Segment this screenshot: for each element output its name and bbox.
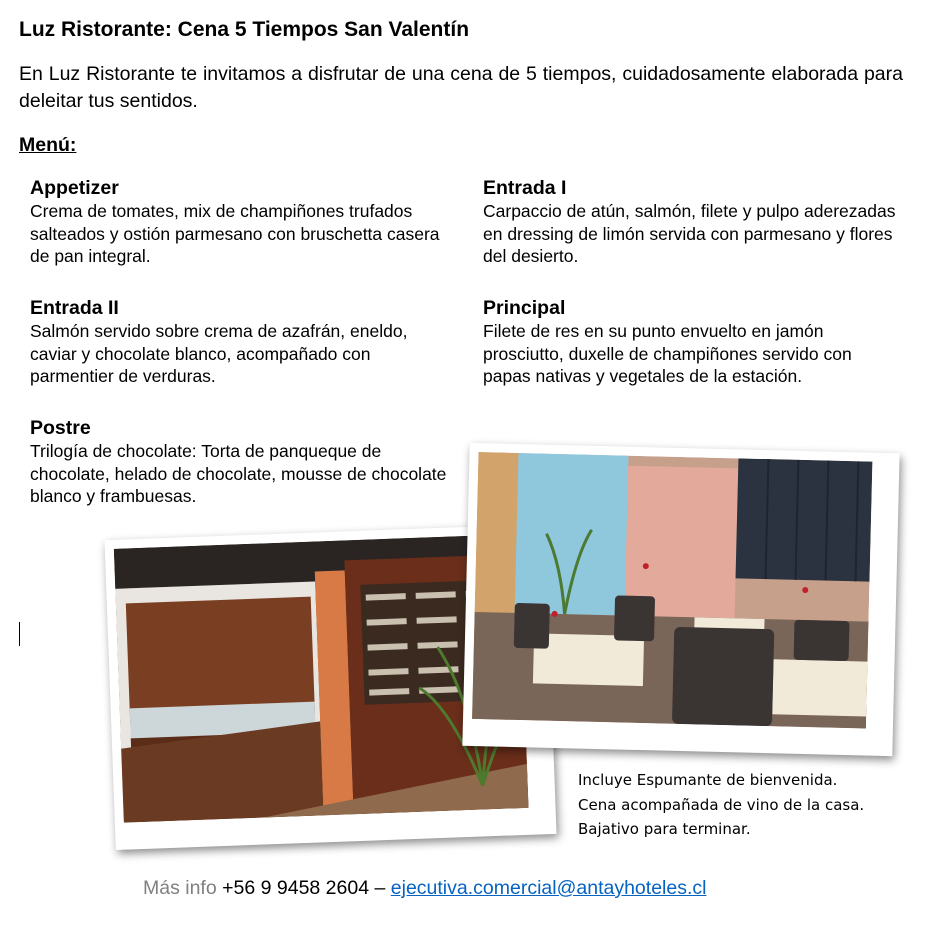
course-principal (483, 296, 903, 388)
includes-line: Cena acompañada de vino de la casa. (578, 795, 865, 814)
course-entrada-2 (30, 296, 450, 388)
intro-paragraph: En Luz Ristorante te invitamos a disfrutar de una cena de 5 tiempos, cuidadosamente elaborada para deleitar tus sentidos. (19, 63, 903, 112)
course-description: Filete de res en su punto envuelto en jamón prosciutto, duxelle de champiñones servido con papas nativas y vegetales de la estación. (483, 321, 852, 386)
course-name: Entrada I (483, 177, 567, 199)
course-description: Carpaccio de atún, salmón, filete y pulpo aderezadas en dressing de limón servida con parmesano y flores del desierto. (483, 201, 896, 266)
course-description: Crema de tomates, mix de champiñones trufados salteados y ostión parmesano con bruschetta casera de pan integral. (30, 201, 440, 266)
document-title: Luz Ristorante: Cena 5 Tiempos San Valentín (19, 18, 470, 41)
footer-contact (143, 877, 706, 900)
includes-note (578, 768, 864, 842)
dining-photo-image (472, 452, 872, 729)
course-postre (30, 416, 450, 508)
footer-phone: +56 9 9458 2604 (222, 877, 370, 899)
footer-separator: – (374, 877, 386, 899)
footer-email-link[interactable]: ejecutiva.comercial@antayhoteles.cl (390, 877, 707, 899)
includes-line: Incluye Espumante de bienvenida. (578, 771, 838, 789)
course-name: Principal (483, 297, 566, 319)
course-appetizer (30, 176, 450, 268)
menu-heading: Menú: (19, 134, 77, 156)
course-entrada-1 (483, 176, 903, 268)
text-cursor (19, 622, 20, 646)
course-name: Entrada II (30, 297, 119, 319)
includes-line: Bajativo para terminar. (578, 820, 751, 838)
course-name: Postre (30, 417, 91, 439)
footer-label: Más info (143, 877, 217, 899)
restaurant-dining-photo (462, 443, 899, 756)
course-description: Trilogía de chocolate: Torta de panqueque de chocolate, helado de chocolate, mousse de chocolate blanco y frambuesas. (30, 441, 447, 506)
course-description: Salmón servido sobre crema de azafrán, eneldo, caviar y chocolate blanco, acompañado con parmentier de verduras. (30, 321, 408, 386)
course-name: Appetizer (30, 177, 119, 199)
